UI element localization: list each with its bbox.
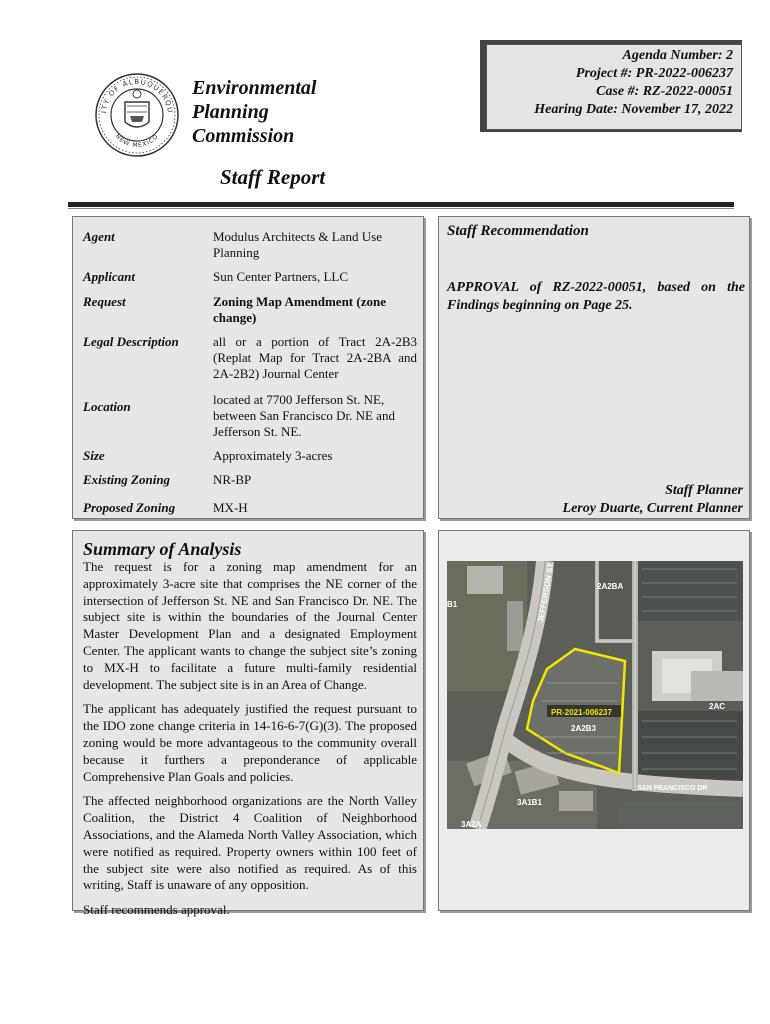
commission-line-1: Environmental: [192, 77, 317, 99]
info-value: MX-H: [213, 500, 248, 515]
case-info-panel: [72, 216, 424, 519]
recommendation-title: Staff Recommendation: [447, 223, 589, 239]
summary-paragraph: The affected neighborhood organizations are the North Valley Coalition, the District 4 Coalition of Neighborhood Associations, and the Alameda North Valley Association, which were notified as required. Property owners within 100 feet of the subject site were also notified as required. As of this writing, Staff is unaware of any opposition.: [83, 793, 417, 893]
summary-paragraph: The request is for a zoning map amendment for an approximately 3-acre site that comprises the NE corner of the intersection of Jefferson St. NE and San Francisco Dr. NE. The subject site is within the boundaries of the Journal Center Master Development Plan and a designated Employment Center. The applicant wants to change the subject site’s zoning to MX-H to facilitate a future multi-family residential development. The subject site is in an Area of Change.: [83, 559, 417, 692]
summary-paragraph: The applicant has adequately justified the request pursuant to the IDO zone change criteria in 14-16-6-7(G)(3). The proposed zoning would be more advantageous to the community overall because it furthers a preponderance of applicable Comprehensive Plan Goals and policies.: [83, 701, 417, 784]
staff-planner-name: Leroy Duarte, Current Planner: [562, 501, 743, 516]
tract-label-3a1b1: 3A1B1: [517, 798, 542, 807]
staff-recommendation-panel: [438, 216, 750, 519]
seal-text-bottom: NEW MEXICO: [113, 132, 161, 150]
info-label: Proposed Zoning: [83, 500, 176, 515]
info-label: Existing Zoning: [83, 472, 171, 487]
info-value: NR-BP: [213, 472, 252, 487]
summary-body: [83, 559, 417, 927]
info-label: Legal Description: [83, 334, 179, 349]
seal-text-top: ITY OF ALBUQUERQU: [100, 77, 175, 115]
commission-title: [192, 76, 392, 148]
report-title: Staff Report: [220, 165, 326, 189]
aerial-map-panel: [438, 530, 750, 911]
city-seal-logo: [94, 72, 180, 158]
summary-paragraph: Staff recommends approval.: [83, 902, 230, 918]
info-label: Request: [83, 294, 126, 309]
info-label: Applicant: [83, 269, 136, 284]
tract-label-b1: B1: [447, 600, 458, 609]
hearing-date: Hearing Date: November 17, 2022: [534, 102, 733, 117]
tract-label-site: 2A2B3: [571, 724, 596, 733]
tract-label-3a2a: 3A2A: [461, 820, 482, 829]
summary-title: Summary of Analysis: [83, 539, 242, 559]
project-number: Project #: PR-2022-006237: [575, 66, 733, 81]
info-value: all or a portion of Tract 2A-2B3 (Replat Map for Tract 2A-2BA and 2A-2B2) Journal Center: [213, 334, 417, 381]
project-number-label: PR-2021-006237: [551, 708, 612, 717]
commission-line-3: Commission: [192, 125, 295, 147]
aerial-map-image: [447, 561, 743, 829]
info-label: Size: [83, 448, 105, 463]
info-value: located at 7700 Jefferson St. NE, between San Francisco Dr. NE and Jefferson St. NE.: [213, 392, 395, 439]
recommendation-text: APPROVAL of RZ-2022-00051, based on the Findings beginning on Page 25.: [447, 280, 745, 313]
street-label-jefferson: JEFFERSON ST: [536, 562, 556, 624]
agenda-number: Agenda Number: 2: [622, 48, 733, 63]
commission-line-2: Planning: [192, 101, 269, 123]
summary-of-analysis-panel: [72, 530, 424, 918]
info-value: Zoning Map Amendment (zone change): [213, 294, 386, 325]
info-value: Sun Center Partners, LLC: [213, 269, 349, 284]
info-value: Modulus Architects & Land Use Planning: [213, 229, 382, 260]
tract-label-2ac: 2AC: [709, 702, 726, 711]
header-divider-thin: [68, 208, 734, 209]
info-label: Agent: [83, 229, 115, 244]
staff-planner-block: [563, 482, 743, 518]
agenda-box: [486, 44, 742, 130]
tract-label-2a2ba: 2A2BA: [597, 582, 624, 591]
case-number: Case #: RZ-2022-00051: [596, 84, 733, 99]
info-label: Location: [83, 399, 131, 414]
header-divider: [68, 202, 734, 207]
staff-planner-title: Staff Planner: [665, 483, 743, 498]
street-label-san-francisco: SAN FRANCISCO DR: [637, 785, 708, 792]
info-value: Approximately 3-acres: [213, 448, 333, 463]
